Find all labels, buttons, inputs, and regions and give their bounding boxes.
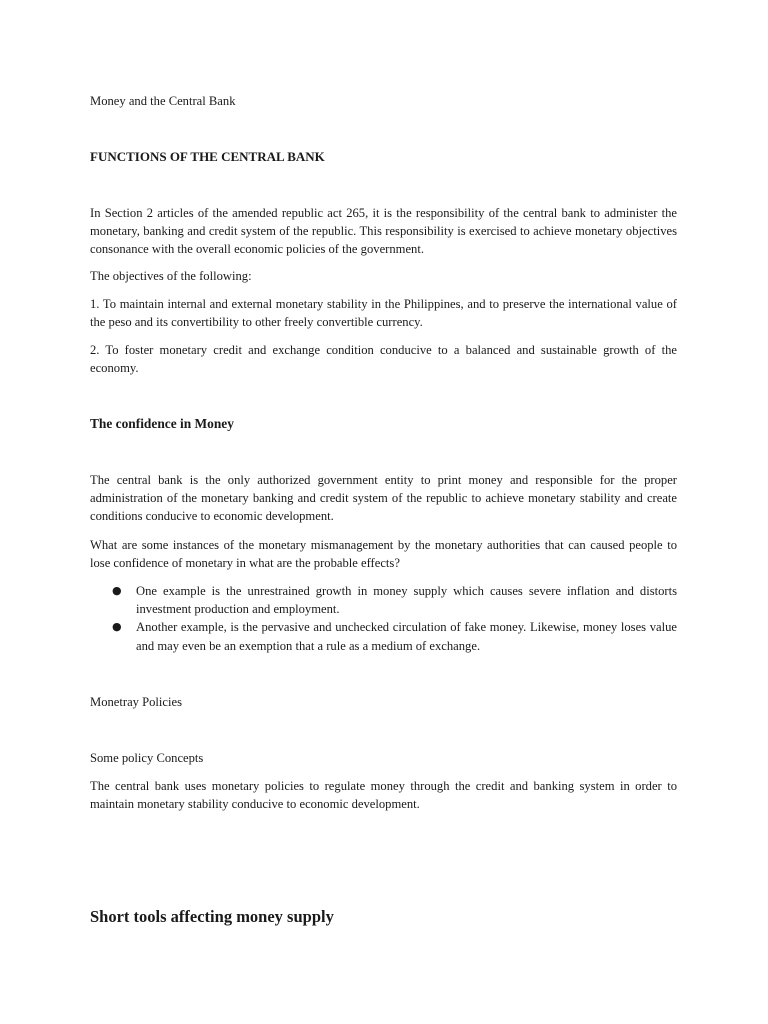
subheading-policy-concepts: Some policy Concepts bbox=[90, 751, 204, 765]
bullet-icon: ● bbox=[112, 584, 122, 597]
objectives-lead: The objectives of the following: bbox=[90, 269, 252, 283]
bullet-list bbox=[90, 582, 677, 655]
heading-short-tools: Short tools affecting money supply bbox=[90, 907, 334, 926]
bullet-icon: ● bbox=[112, 620, 122, 634]
list-item bbox=[90, 582, 677, 618]
bullet-text: Another example, is the pervasive and unchecked circulation of fake money. Likewise, money loses value and may even be an exemption that a rule as a medium of exchange. bbox=[136, 620, 677, 653]
paragraph-question: What are some instances of the monetary mismanagement by the monetary authorities that can caused people to lose confidence of monetary in what are the probable effects? bbox=[90, 538, 677, 571]
heading-confidence: The confidence in Money bbox=[90, 416, 234, 431]
list-item bbox=[90, 618, 677, 654]
objective-1: 1. To maintain internal and external monetary stability in the Philippines, and to preserve the international value of the peso and its convertibility to other freely convertible currency. bbox=[90, 297, 677, 330]
objective-2: 2. To foster monetary credit and exchange condition conducive to a balanced and sustainable growth of the economy. bbox=[90, 343, 677, 376]
bullet-text: One example is the unrestrained growth in money supply which causes severe inflation and distorts investment production and employment. bbox=[136, 584, 677, 617]
paragraph-intro: In Section 2 articles of the amended republic act 265, it is the responsibility of the central bank to administer the monetary, banking and credit system of the republic. This responsibility is exercised to achieve monetary objectives consonance with the overall economic policies of the government. bbox=[90, 206, 677, 257]
paragraph-policies: The central bank uses monetary policies to regulate money through the credit and banking system in order to maintain monetary stability conducive to economic development. bbox=[90, 779, 677, 812]
heading-functions: FUNCTIONS OF THE CENTRAL BANK bbox=[90, 149, 325, 164]
paragraph-central-bank: The central bank is the only authorized government entity to print money and responsible for the proper administration of the monetary banking and credit system of the republic to achieve monetary stability and create conditions conducive to economic development. bbox=[90, 473, 677, 524]
heading-monetary-policies: Monetray Policies bbox=[90, 695, 182, 709]
document-title: Money and the Central Bank bbox=[90, 94, 236, 108]
